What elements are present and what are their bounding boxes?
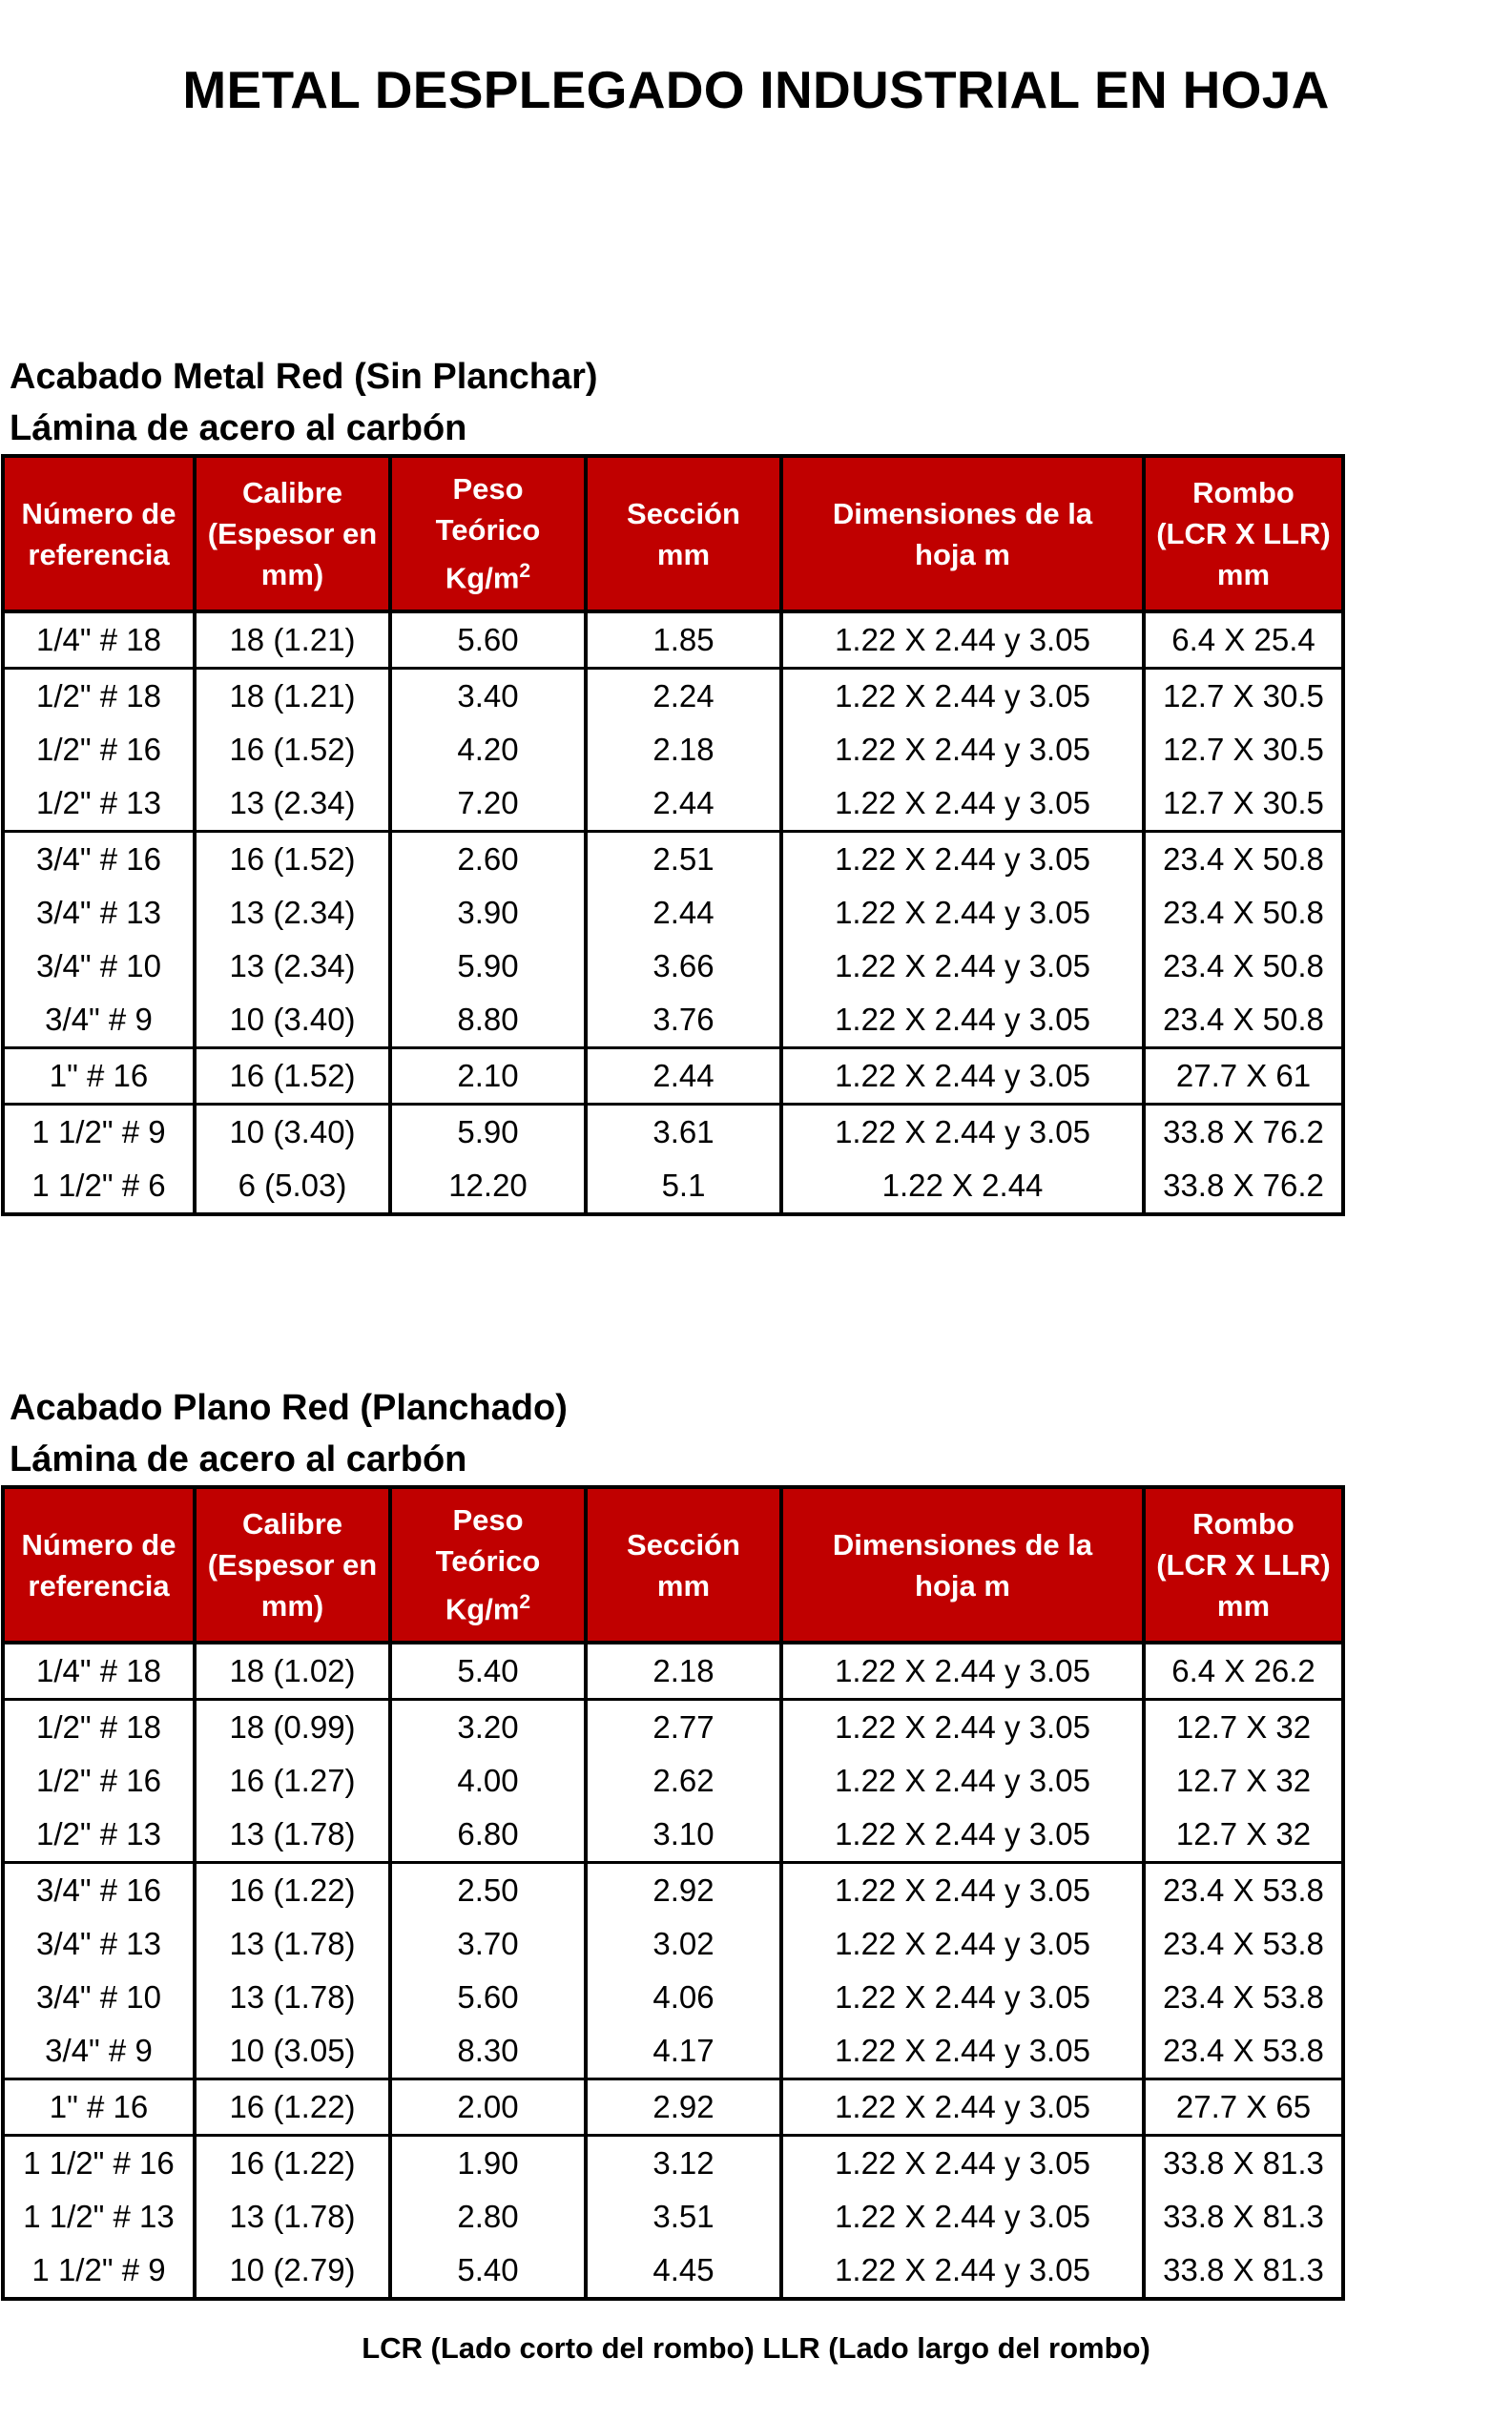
header-calibre xyxy=(195,456,390,611)
cell-ref: 3/4" # 9 xyxy=(3,993,195,1048)
table-row xyxy=(3,940,1343,993)
cell-peso: 2.80 xyxy=(390,2190,586,2244)
table-row xyxy=(3,1917,1343,1971)
cell-calibre: 16 (1.22) xyxy=(195,1863,390,1918)
cell-seccion: 2.92 xyxy=(586,1863,781,1918)
cell-dim: 1.22 X 2.44 y 3.05 xyxy=(781,1754,1144,1808)
cell-ref: 1/2" # 13 xyxy=(3,776,195,832)
cell-seccion: 2.18 xyxy=(586,1643,781,1700)
cell-dim: 1.22 X 2.44 y 3.05 xyxy=(781,723,1144,776)
cell-peso: 8.30 xyxy=(390,2024,586,2079)
cell-peso: 5.90 xyxy=(390,940,586,993)
section-subtitle-material: Lámina de acero al carbón xyxy=(10,1439,467,1479)
cell-peso: 4.00 xyxy=(390,1754,586,1808)
cell-ref: 3/4" # 16 xyxy=(3,1863,195,1918)
cell-seccion: 2.77 xyxy=(586,1700,781,1755)
table-row xyxy=(3,1754,1343,1808)
cell-dim: 1.22 X 2.44 y 3.05 xyxy=(781,1971,1144,2024)
cell-peso: 1.90 xyxy=(390,2136,586,2191)
cell-seccion: 2.51 xyxy=(586,832,781,887)
cell-rombo: 27.7 X 65 xyxy=(1144,2079,1343,2136)
cell-seccion: 3.02 xyxy=(586,1917,781,1971)
cell-seccion: 5.1 xyxy=(586,1159,781,1214)
cell-rombo: 27.7 X 61 xyxy=(1144,1048,1343,1105)
table-row xyxy=(3,886,1343,940)
cell-dim: 1.22 X 2.44 y 3.05 xyxy=(781,669,1144,724)
table-row xyxy=(3,2079,1343,2136)
cell-peso: 5.40 xyxy=(390,1643,586,1700)
cell-rombo: 33.8 X 81.3 xyxy=(1144,2244,1343,2299)
cell-seccion: 3.66 xyxy=(586,940,781,993)
cell-rombo: 6.4 X 26.2 xyxy=(1144,1643,1343,1700)
header-line: Calibre xyxy=(241,476,343,509)
table-row xyxy=(3,832,1343,887)
header-line: Calibre xyxy=(241,1507,343,1541)
header-line: Teórico xyxy=(435,513,541,548)
cell-seccion: 3.61 xyxy=(586,1105,781,1160)
cell-calibre: 16 (1.22) xyxy=(195,2136,390,2191)
cell-peso: 5.60 xyxy=(390,611,586,669)
cell-calibre: 10 (3.40) xyxy=(195,1105,390,1160)
header-ref xyxy=(3,456,195,611)
cell-calibre: 18 (1.02) xyxy=(195,1643,390,1700)
cell-ref: 1 1/2" # 13 xyxy=(3,2190,195,2244)
header-line: mm) xyxy=(260,1589,324,1623)
header-calibre xyxy=(195,1487,390,1643)
section-sin-planchar xyxy=(10,351,1345,1216)
cell-ref: 1" # 16 xyxy=(3,2079,195,2136)
header-line: mm xyxy=(656,537,711,571)
cell-seccion: 4.06 xyxy=(586,1971,781,2024)
section-subtitle: Acabado Metal Red (Sin Planchar) xyxy=(10,357,598,397)
cell-rombo: 23.4 X 50.8 xyxy=(1144,886,1343,940)
cell-dim: 1.22 X 2.44 y 3.05 xyxy=(781,886,1144,940)
cell-ref: 1/4" # 18 xyxy=(3,611,195,669)
cell-ref: 3/4" # 16 xyxy=(3,832,195,887)
table-row xyxy=(3,2024,1343,2079)
cell-peso: 8.80 xyxy=(390,993,586,1048)
table-row xyxy=(3,1863,1343,1918)
cell-calibre: 16 (1.52) xyxy=(195,723,390,776)
cell-seccion: 3.12 xyxy=(586,2136,781,2191)
cell-dim: 1.22 X 2.44 y 3.05 xyxy=(781,1808,1144,1863)
cell-peso: 3.20 xyxy=(390,1700,586,1755)
cell-calibre: 13 (2.34) xyxy=(195,886,390,940)
header-seccion xyxy=(586,456,781,611)
cell-seccion: 3.76 xyxy=(586,993,781,1048)
spec-table xyxy=(1,1485,1345,2301)
cell-dim: 1.22 X 2.44 y 3.05 xyxy=(781,832,1144,887)
cell-ref: 1 1/2" # 6 xyxy=(3,1159,195,1214)
header-row xyxy=(3,456,1343,611)
cell-calibre: 13 (2.34) xyxy=(195,776,390,832)
header-row xyxy=(3,1487,1343,1643)
cell-rombo: 33.8 X 81.3 xyxy=(1144,2190,1343,2244)
header-line: Rombo xyxy=(1192,476,1295,509)
cell-ref: 1/2" # 16 xyxy=(3,723,195,776)
cell-rombo: 33.8 X 76.2 xyxy=(1144,1105,1343,1160)
cell-dim: 1.22 X 2.44 y 3.05 xyxy=(781,1863,1144,1918)
cell-ref: 1 1/2" # 9 xyxy=(3,2244,195,2299)
header-peso xyxy=(390,1487,586,1643)
table-row xyxy=(3,723,1343,776)
header-line: mm xyxy=(656,1568,711,1603)
cell-ref: 3/4" # 13 xyxy=(3,1917,195,1971)
cell-seccion: 4.17 xyxy=(586,2024,781,2079)
cell-seccion: 2.44 xyxy=(586,776,781,832)
header-line: hoja m xyxy=(915,1568,1010,1603)
header-line: (LCR X LLR) xyxy=(1156,517,1331,550)
cell-calibre: 13 (1.78) xyxy=(195,1971,390,2024)
cell-ref: 3/4" # 13 xyxy=(3,886,195,940)
cell-peso: 5.90 xyxy=(390,1105,586,1160)
cell-ref: 1 1/2" # 16 xyxy=(3,2136,195,2191)
cell-calibre: 6 (5.03) xyxy=(195,1159,390,1214)
header-line: (Espesor en xyxy=(207,1548,378,1582)
table-row xyxy=(3,1700,1343,1755)
cell-dim: 1.22 X 2.44 y 3.05 xyxy=(781,776,1144,832)
table-row xyxy=(3,1643,1343,1700)
header-line: mm xyxy=(1216,1589,1271,1623)
header-line: Número de xyxy=(21,496,176,530)
header-line: Sección xyxy=(627,1527,740,1562)
header-line: (Espesor en xyxy=(207,517,378,550)
cell-peso: 6.80 xyxy=(390,1808,586,1863)
cell-rombo: 23.4 X 50.8 xyxy=(1144,993,1343,1048)
cell-seccion: 3.51 xyxy=(586,2190,781,2244)
cell-calibre: 16 (1.22) xyxy=(195,2079,390,2136)
cell-ref: 1/4" # 18 xyxy=(3,1643,195,1700)
cell-dim: 1.22 X 2.44 y 3.05 xyxy=(781,1917,1144,1971)
cell-peso: 2.10 xyxy=(390,1048,586,1105)
header-dim xyxy=(781,456,1144,611)
header-unit-exponent: 2 xyxy=(519,1591,531,1614)
cell-ref: 3/4" # 10 xyxy=(3,1971,195,2024)
cell-rombo: 23.4 X 53.8 xyxy=(1144,1917,1343,1971)
cell-rombo: 33.8 X 76.2 xyxy=(1144,1159,1343,1214)
cell-rombo: 12.7 X 32 xyxy=(1144,1808,1343,1863)
cell-peso: 4.20 xyxy=(390,723,586,776)
header-line: Teórico xyxy=(435,1544,541,1579)
cell-dim: 1.22 X 2.44 y 3.05 xyxy=(781,2024,1144,2079)
table-row xyxy=(3,1971,1343,2024)
header-line: Sección xyxy=(627,496,740,530)
header-line: Dimensiones de la xyxy=(832,496,1093,530)
cell-ref: 1" # 16 xyxy=(3,1048,195,1105)
header-line: referencia xyxy=(28,1568,170,1603)
cell-peso: 2.00 xyxy=(390,2079,586,2136)
header-line: Peso xyxy=(452,472,524,507)
cell-dim: 1.22 X 2.44 y 3.05 xyxy=(781,2079,1144,2136)
header-line: (LCR X LLR) xyxy=(1156,1548,1331,1582)
cell-dim: 1.22 X 2.44 y 3.05 xyxy=(781,2136,1144,2191)
header-line: hoja m xyxy=(915,537,1010,571)
section-subtitle-material: Lámina de acero al carbón xyxy=(10,408,467,448)
cell-dim: 1.22 X 2.44 y 3.05 xyxy=(781,2244,1144,2299)
header-seccion xyxy=(586,1487,781,1643)
cell-dim: 1.22 X 2.44 y 3.05 xyxy=(781,993,1144,1048)
table-row xyxy=(3,2190,1343,2244)
cell-seccion: 2.24 xyxy=(586,669,781,724)
cell-peso: 2.60 xyxy=(390,832,586,887)
header-line: Peso xyxy=(452,1503,524,1538)
cell-rombo: 33.8 X 81.3 xyxy=(1144,2136,1343,2191)
cell-peso: 2.50 xyxy=(390,1863,586,1918)
cell-seccion: 1.85 xyxy=(586,611,781,669)
section-planchado xyxy=(10,1382,1345,2301)
cell-rombo: 12.7 X 30.5 xyxy=(1144,776,1343,832)
header-dim xyxy=(781,1487,1144,1643)
cell-rombo: 23.4 X 53.8 xyxy=(1144,1971,1343,2024)
table-row xyxy=(3,669,1343,724)
table-row xyxy=(3,611,1343,669)
cell-dim: 1.22 X 2.44 y 3.05 xyxy=(781,1643,1144,1700)
cell-rombo: 23.4 X 50.8 xyxy=(1144,832,1343,887)
cell-calibre: 10 (3.40) xyxy=(195,993,390,1048)
cell-calibre: 18 (1.21) xyxy=(195,669,390,724)
cell-seccion: 4.45 xyxy=(586,2244,781,2299)
header-line: referencia xyxy=(28,537,170,571)
cell-peso: 3.40 xyxy=(390,669,586,724)
cell-rombo: 12.7 X 30.5 xyxy=(1144,723,1343,776)
cell-calibre: 13 (1.78) xyxy=(195,1808,390,1863)
table-row xyxy=(3,2244,1343,2299)
cell-calibre: 10 (3.05) xyxy=(195,2024,390,2079)
cell-peso: 5.40 xyxy=(390,2244,586,2299)
cell-ref: 3/4" # 10 xyxy=(3,940,195,993)
spec-table xyxy=(1,454,1345,1216)
header-rombo xyxy=(1144,456,1343,611)
cell-calibre: 18 (1.21) xyxy=(195,611,390,669)
cell-dim: 1.22 X 2.44 y 3.05 xyxy=(781,1048,1144,1105)
cell-calibre: 16 (1.52) xyxy=(195,832,390,887)
header-unit: Kg/m xyxy=(445,1592,520,1626)
cell-calibre: 16 (1.52) xyxy=(195,1048,390,1105)
cell-dim: 1.22 X 2.44 y 3.05 xyxy=(781,2190,1144,2244)
cell-seccion: 2.92 xyxy=(586,2079,781,2136)
header-line: mm) xyxy=(260,558,324,591)
header-unit: Kg/m xyxy=(445,561,520,595)
cell-dim: 1.22 X 2.44 y 3.05 xyxy=(781,1105,1144,1160)
cell-seccion: 2.18 xyxy=(586,723,781,776)
cell-calibre: 13 (1.78) xyxy=(195,1917,390,1971)
cell-ref: 1/2" # 13 xyxy=(3,1808,195,1863)
page-title: METAL DESPLEGADO INDUSTRIAL EN HOJA xyxy=(182,60,1330,119)
header-peso xyxy=(390,456,586,611)
table-row xyxy=(3,1159,1343,1214)
cell-rombo: 12.7 X 32 xyxy=(1144,1754,1343,1808)
header-line: Número de xyxy=(21,1527,176,1562)
cell-dim: 1.22 X 2.44 y 3.05 xyxy=(781,940,1144,993)
header-ref xyxy=(3,1487,195,1643)
cell-seccion: 2.62 xyxy=(586,1754,781,1808)
cell-rombo: 12.7 X 30.5 xyxy=(1144,669,1343,724)
table-row xyxy=(3,1105,1343,1160)
header-line: mm xyxy=(1216,558,1271,591)
table-row xyxy=(3,776,1343,832)
section-subtitle: Acabado Plano Red (Planchado) xyxy=(10,1388,568,1428)
cell-peso: 3.90 xyxy=(390,886,586,940)
cell-peso: 12.20 xyxy=(390,1159,586,1214)
footnote: LCR (Lado corto del rombo) LLR (Lado largo del rombo) xyxy=(362,2331,1150,2365)
cell-ref: 3/4" # 9 xyxy=(3,2024,195,2079)
header-line: Dimensiones de la xyxy=(832,1527,1093,1562)
cell-calibre: 16 (1.27) xyxy=(195,1754,390,1808)
cell-ref: 1/2" # 18 xyxy=(3,669,195,724)
cell-rombo: 12.7 X 32 xyxy=(1144,1700,1343,1755)
cell-calibre: 13 (2.34) xyxy=(195,940,390,993)
cell-calibre: 18 (0.99) xyxy=(195,1700,390,1755)
cell-ref: 1 1/2" # 9 xyxy=(3,1105,195,1160)
header-line: Rombo xyxy=(1192,1507,1295,1541)
cell-seccion: 3.10 xyxy=(586,1808,781,1863)
cell-peso: 3.70 xyxy=(390,1917,586,1971)
table-row xyxy=(3,993,1343,1048)
cell-ref: 1/2" # 18 xyxy=(3,1700,195,1755)
cell-peso: 7.20 xyxy=(390,776,586,832)
cell-calibre: 13 (1.78) xyxy=(195,2190,390,2244)
header-rombo xyxy=(1144,1487,1343,1643)
header-unit-exponent: 2 xyxy=(519,560,531,583)
cell-calibre: 10 (2.79) xyxy=(195,2244,390,2299)
cell-dim: 1.22 X 2.44 y 3.05 xyxy=(781,611,1144,669)
cell-dim: 1.22 X 2.44 xyxy=(781,1159,1144,1214)
cell-dim: 1.22 X 2.44 y 3.05 xyxy=(781,1700,1144,1755)
cell-rombo: 23.4 X 53.8 xyxy=(1144,2024,1343,2079)
cell-seccion: 2.44 xyxy=(586,886,781,940)
table-row xyxy=(3,2136,1343,2191)
cell-rombo: 23.4 X 50.8 xyxy=(1144,940,1343,993)
cell-ref: 1/2" # 16 xyxy=(3,1754,195,1808)
cell-peso: 5.60 xyxy=(390,1971,586,2024)
table-row xyxy=(3,1048,1343,1105)
cell-rombo: 6.4 X 25.4 xyxy=(1144,611,1343,669)
cell-rombo: 23.4 X 53.8 xyxy=(1144,1863,1343,1918)
table-row xyxy=(3,1808,1343,1863)
cell-seccion: 2.44 xyxy=(586,1048,781,1105)
